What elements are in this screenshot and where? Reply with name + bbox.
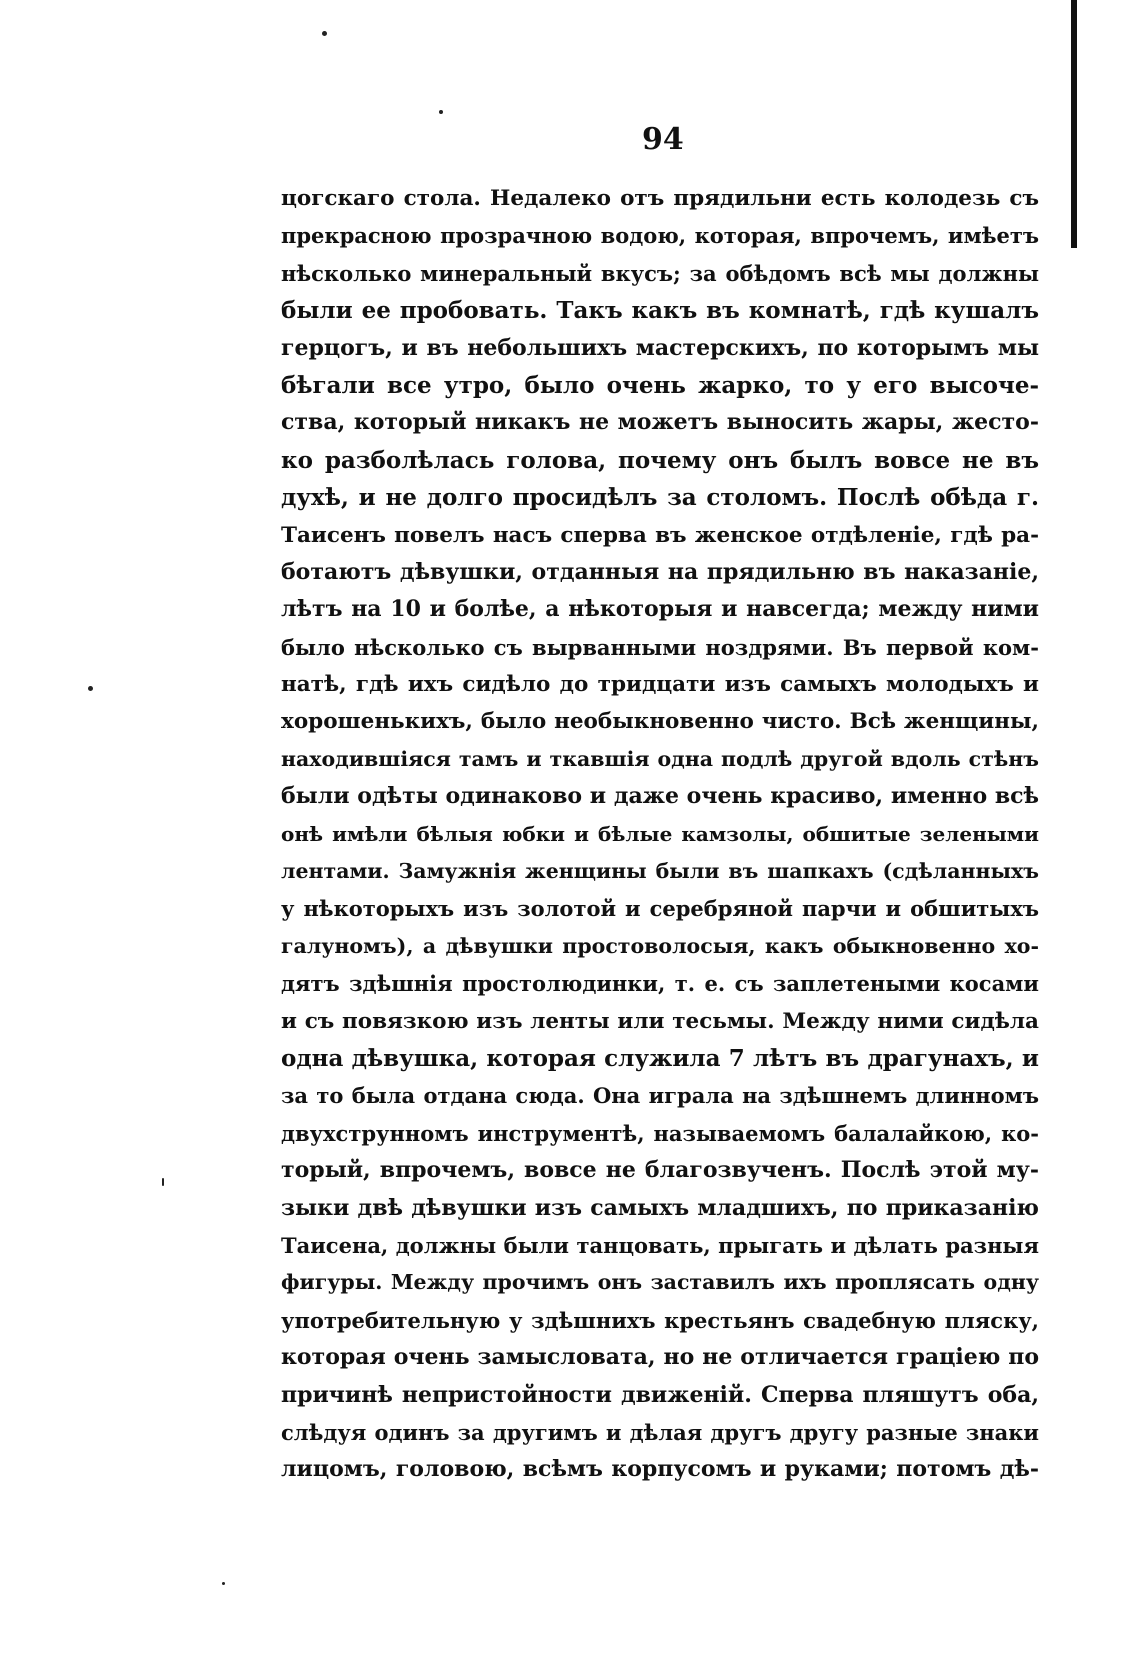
text-line: употребительную у здѣшнихъ крестьянъ свадебную пляску, <box>281 1307 1039 1333</box>
page-speck <box>222 1582 225 1585</box>
text-line: прекрасною прозрачною водою, которая, впрочемъ, имѣетъ <box>281 223 1039 249</box>
text-line: онѣ имѣли бѣлыя юбки и бѣлые камзолы, обшитые зелеными <box>281 821 1039 846</box>
page-speck <box>439 110 443 114</box>
text-line: духѣ, и не долго просидѣлъ за столомъ. Послѣ обѣда г. <box>281 484 1039 512</box>
text-line: торый, впрочемъ, вовсе не благозвученъ. Послѣ этой му- <box>281 1157 1039 1184</box>
text-line: цогскаго стола. Недалеко отъ прядильни есть колодезь съ <box>281 186 1039 211</box>
text-line: одна дѣвушка, которая служила 7 лѣтъ въ драгунахъ, и <box>281 1044 1039 1072</box>
text-line: слѣдуя одинъ за другимъ и дѣлая другъ другу разные знаки <box>281 1419 1039 1445</box>
text-line: зыки двѣ дѣвушки изъ самыхъ младшихъ, по приказанію <box>281 1194 1039 1221</box>
text-line: галуномъ), а дѣвушки простоволосыя, какъ обыкновенно хо- <box>281 933 1039 958</box>
text-line: ботаютъ дѣвушки, отданныя на прядильню въ наказаніе, <box>281 558 1039 585</box>
text-line: лѣтъ на 10 и болѣе, а нѣкоторыя и навсегда; между ними <box>281 596 1039 623</box>
text-line: за то была отдана сюда. Она играла на здѣшнемъ длинномъ <box>281 1083 1039 1109</box>
text-line: ства, который никакъ не можетъ выносить жары, жесто- <box>281 409 1039 436</box>
text-line: фигуры. Между прочимъ онъ заставилъ ихъ проплясать одну <box>281 1270 1039 1295</box>
page-speck <box>322 31 327 36</box>
text-line: причинѣ непристойности движеній. Сперва пляшутъ оба, <box>281 1381 1039 1408</box>
text-line: лицомъ, головою, всѣмъ корпусомъ и руками; потомъ дѣ- <box>281 1456 1039 1483</box>
body-text <box>281 180 1039 1489</box>
text-line: были одѣты одинаково и даже очень красиво, именно всѣ <box>281 783 1039 810</box>
text-line: которая очень замысловата, но не отличается граціею по <box>281 1344 1039 1371</box>
text-line: бѣгали все утро, было очень жарко, то у его высоче- <box>281 371 1039 399</box>
page-speck <box>88 686 93 691</box>
text-line: Таисена, должны были танцовать, прыгать и дѣлать разныя <box>281 1232 1039 1258</box>
text-line: нѣсколько минеральный вкусъ; за обѣдомъ всѣ мы должны <box>281 260 1039 286</box>
text-line: было нѣсколько съ вырванными ноздрями. Въ первой ком- <box>281 634 1039 660</box>
text-line: у нѣкоторыхъ изъ золотой и серебряной парчи и обшитыхъ <box>281 896 1039 922</box>
text-line: ко разболѣлась голова, почему онъ былъ вовсе не въ <box>281 446 1039 474</box>
text-line: лентами. Замужнія женщины были въ шапкахъ (сдѣланныхъ <box>281 859 1039 884</box>
text-line: находившіяся тамъ и ткавшія одна подлѣ другой вдоль стѣнъ <box>281 746 1039 771</box>
text-line: Таисенъ повелъ насъ сперва въ женское отдѣленіе, гдѣ ра- <box>281 522 1039 548</box>
page-number: 94 <box>642 122 684 157</box>
text-line: натѣ, гдѣ ихъ сидѣло до тридцати изъ самыхъ молодыхъ и <box>281 672 1039 698</box>
text-line: двухструнномъ инструментѣ, называемомъ балалайкою, ко- <box>281 1120 1039 1146</box>
text-line: хорошенькихъ, было необыкновенно чисто. Всѣ женщины, <box>281 709 1039 735</box>
page-speck <box>162 1178 164 1186</box>
text-line: дятъ здѣшнія простолюдинки, т. е. съ заплетеными косами <box>281 971 1039 997</box>
page-edge-rule <box>1071 0 1077 248</box>
text-line: были ее пробовать. Такъ какъ въ комнатѣ, гдѣ кушалъ <box>281 297 1039 325</box>
text-line: и съ повязкою изъ ленты или тесьмы. Между ними сидѣла <box>281 1008 1039 1034</box>
text-line: герцогъ, и въ небольшихъ мастерскихъ, по которымъ мы <box>281 334 1039 361</box>
